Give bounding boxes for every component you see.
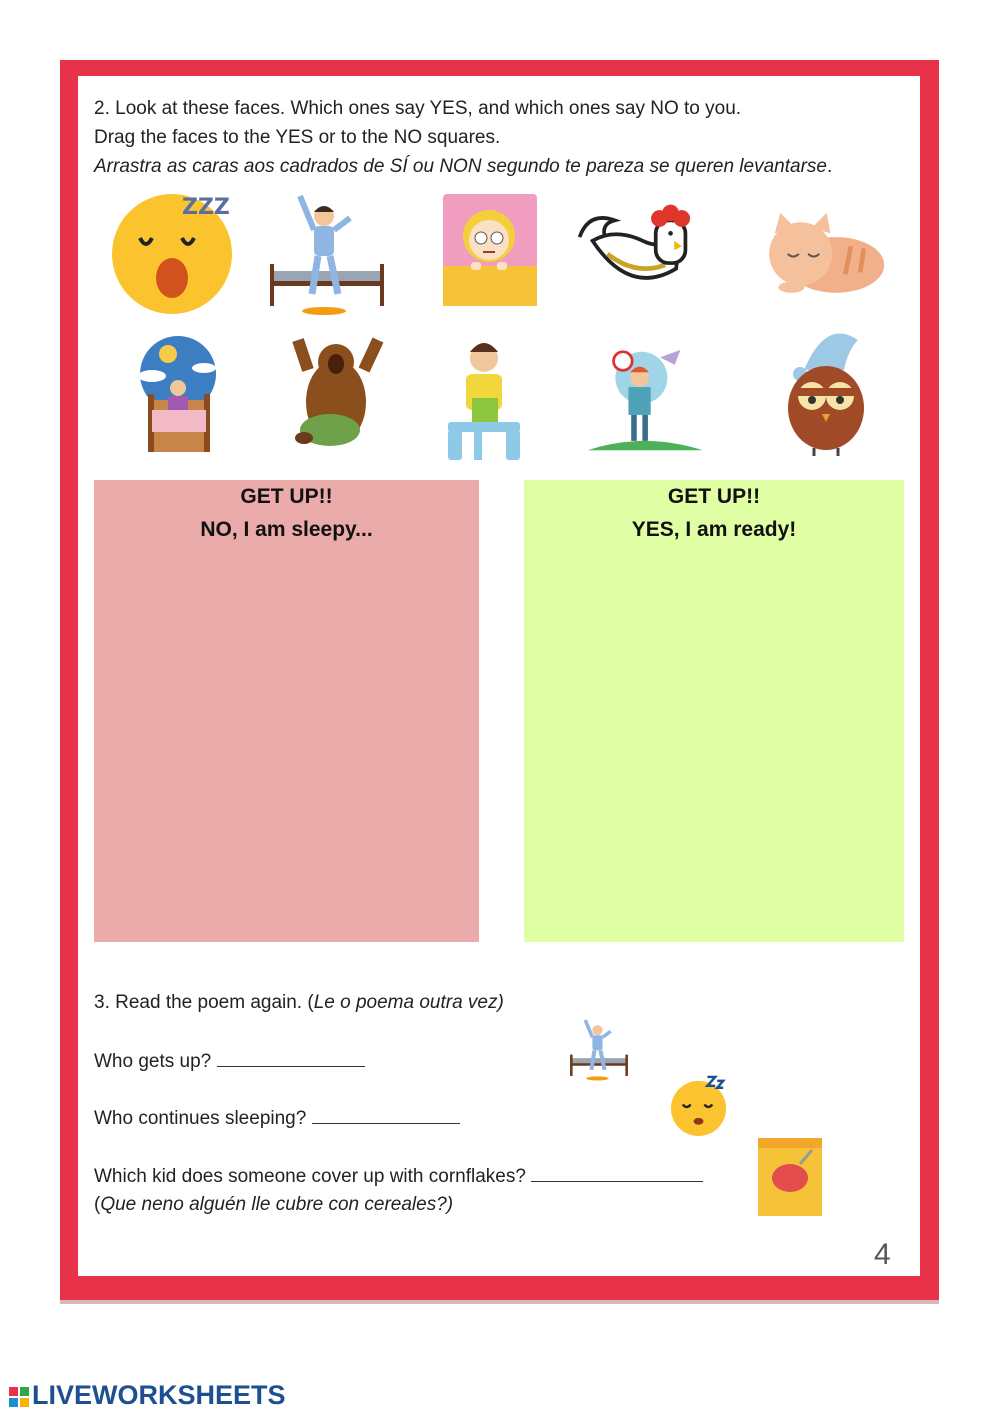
page-number: 4 <box>874 1238 891 1271</box>
answer-2-field[interactable] <box>312 1107 460 1124</box>
sleepy-emoji-small-icon <box>668 1074 732 1138</box>
alarm-clock-girl-icon <box>582 336 712 466</box>
boy-sitting-brushing-teeth-draggable[interactable] <box>420 336 550 466</box>
yes-box-subtitle: YES, I am ready! <box>631 518 797 541</box>
yawning-bear-icon <box>278 330 408 460</box>
girl-with-alarm-clock-draggable[interactable] <box>582 336 712 466</box>
question-3-translation <box>94 1194 453 1216</box>
yes-box-title: GET UP!! <box>667 485 761 508</box>
section3-heading-prefix: 3. Read the poem again. ( <box>94 992 314 1013</box>
sleeping-cat-icon <box>758 186 888 316</box>
sleeping-cat-draggable[interactable] <box>758 186 888 316</box>
sleepy-owl-icon <box>766 330 896 460</box>
question-3-translation-text: Que neno alguén lle cubre con cereales?) <box>100 1194 454 1215</box>
logo-grid-icon <box>8 1386 30 1408</box>
boy-jumping-icon <box>262 186 392 316</box>
instruction-line-2: Drag the faces to the YES or to the NO squares. <box>94 127 501 148</box>
section3-heading-translation: Le o poema outra vez) <box>313 992 504 1013</box>
instruction-line-3: Arrastra as caras aos cadrados de SÍ ou NON segundo te pareza se queren levantarse <box>94 156 827 177</box>
boy-jumping-out-of-bed-draggable[interactable] <box>262 186 392 316</box>
yawning-bear-draggable[interactable] <box>278 330 408 460</box>
question-3-label: Which kid does someone cover up with cornflakes? <box>94 1166 526 1187</box>
question-2-label: Who continues sleeping? <box>94 1108 307 1129</box>
zzz-label: ZZZ <box>182 195 230 220</box>
no-box-title: GET UP!! <box>240 485 333 508</box>
no-drop-zone[interactable] <box>94 480 479 942</box>
rooster-icon <box>574 186 704 316</box>
logo-text: LIVEWORKSHEETS <box>32 1380 286 1410</box>
girl-waking-icon <box>112 330 242 460</box>
boy-jumping-small-icon <box>566 1012 632 1084</box>
liveworksheets-logo[interactable] <box>8 1380 286 1411</box>
no-box-subtitle: NO, I am sleepy... <box>200 518 373 541</box>
girl-waking-in-bed-draggable[interactable] <box>112 330 242 460</box>
question-2 <box>94 1107 460 1130</box>
instructions <box>94 94 832 181</box>
tired-girl-icon <box>426 186 556 316</box>
question-1-label: Who gets up? <box>94 1051 212 1072</box>
cereal-box-icon <box>756 1134 824 1218</box>
question-3-translation-open: ( <box>94 1194 101 1215</box>
sleepy-owl-draggable[interactable] <box>766 330 896 460</box>
instruction-line-3-end: . <box>826 156 833 177</box>
sleepy-emoji-draggable[interactable] <box>110 186 240 316</box>
question-1 <box>94 1050 365 1073</box>
answer-3-field[interactable] <box>531 1165 703 1182</box>
yes-drop-zone[interactable] <box>524 480 904 942</box>
section3-heading <box>94 992 504 1014</box>
rooster-draggable[interactable] <box>574 186 704 316</box>
instruction-line-1: 2. Look at these faces. Which ones say YES, and which ones say NO to you. <box>94 98 742 119</box>
question-3 <box>94 1165 703 1188</box>
page-shadow <box>60 1300 939 1304</box>
answer-1-field[interactable] <box>217 1050 365 1067</box>
boy-brushing-icon <box>420 336 550 466</box>
sleepy-emoji-icon <box>110 186 240 316</box>
tired-girl-in-bed-draggable[interactable] <box>426 186 556 316</box>
